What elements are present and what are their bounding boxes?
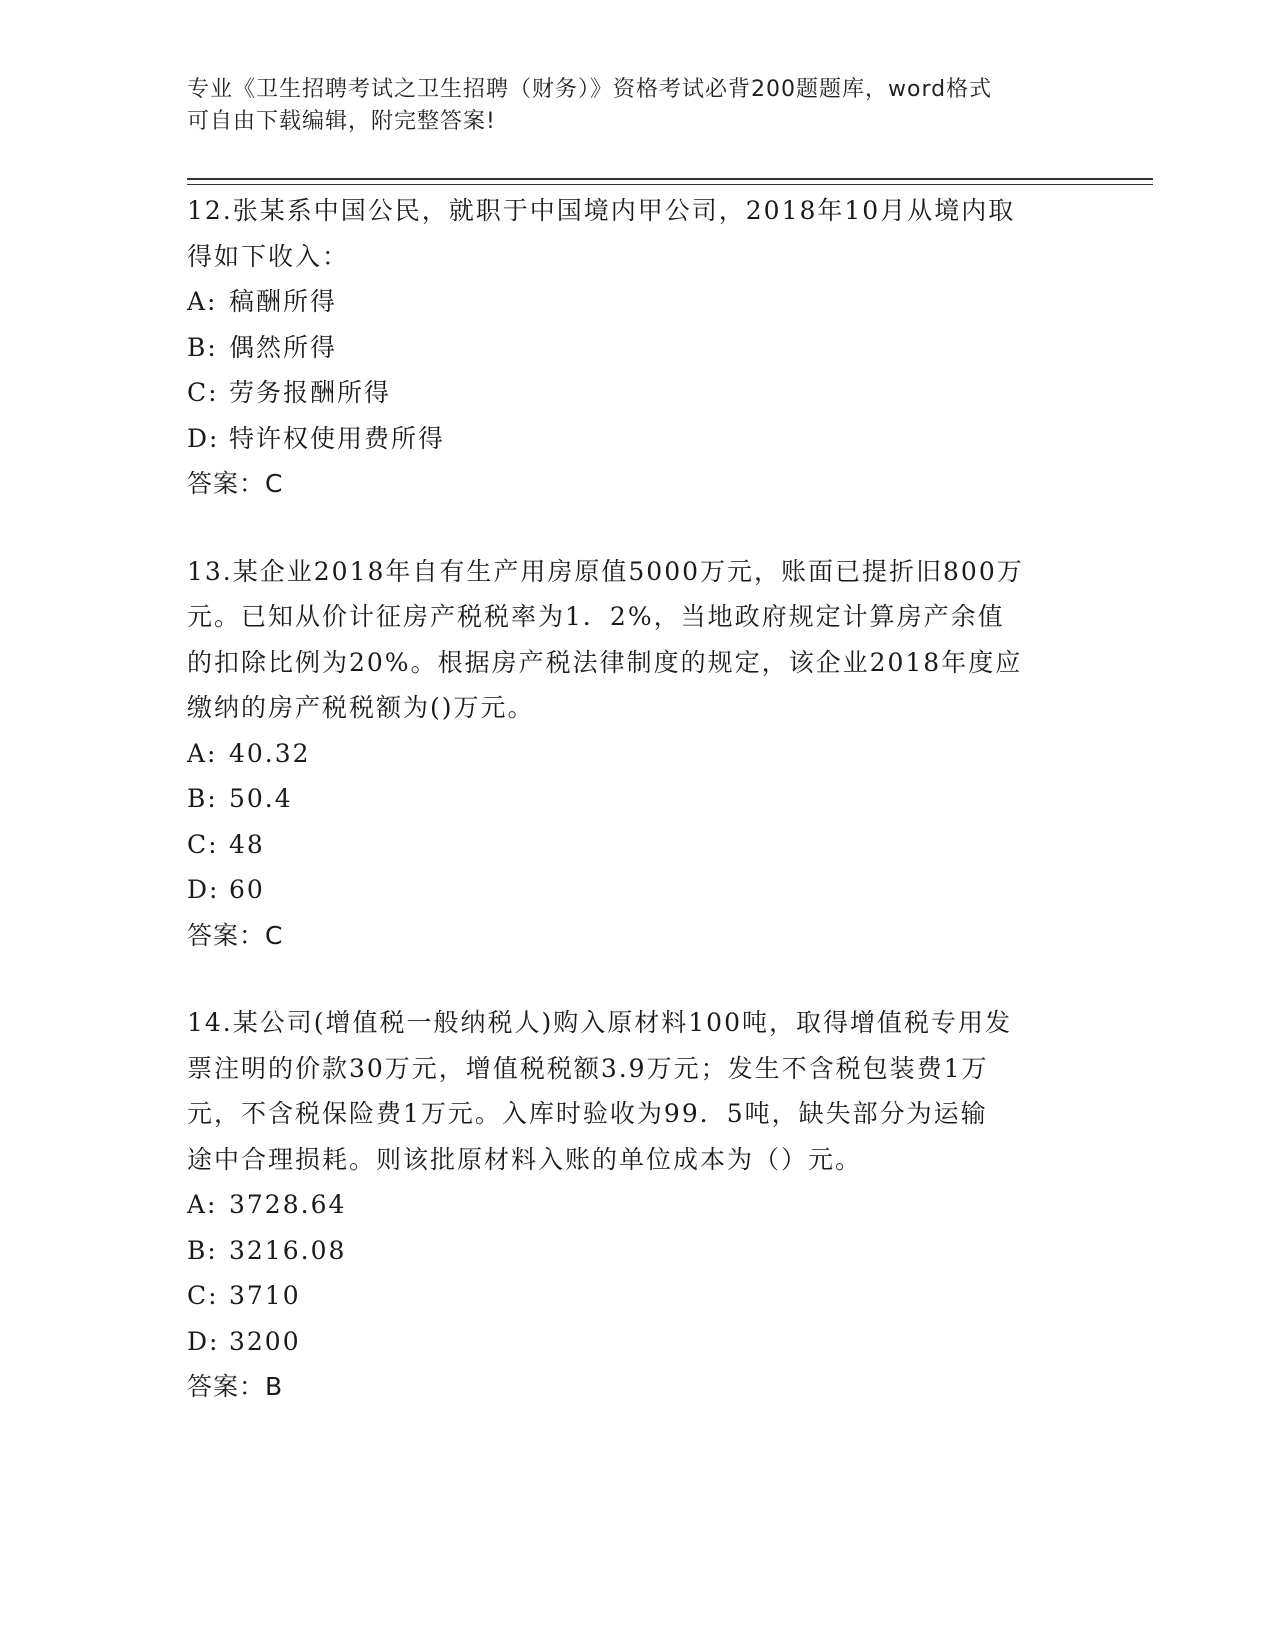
answer: 答案：C [187,469,284,498]
option-key: A: [187,738,218,768]
question-text-line: 14.某公司(增值税一般纳税人)购入原材料100吨，取得增值税专用发 [187,1008,1012,1037]
question-text-line: 的扣除比例为20%。根据房产税法律制度的规定，该企业2018年度应 [187,647,1023,677]
option-text: 3710 [229,1281,301,1310]
question-list [187,188,1087,1452]
option-b [187,325,1087,371]
option-key: D: [187,1326,220,1356]
question-text-line: 元。已知从价计征房产税税率为1．2%，当地政府规定计算房产余值 [187,602,1005,631]
option-a [187,1182,1087,1228]
option-text: 50.4 [229,784,293,813]
option-key: B: [187,332,218,362]
option-text: 3216.08 [229,1235,347,1265]
page-header [187,74,1067,138]
question-text-line: 元，不含税保险费1万元。入库时验收为99．5吨，缺失部分为运输 [187,1099,988,1128]
question-13 [187,549,1087,959]
option-key: C: [187,1281,219,1310]
question-text-line: 缴纳的房产税税额为()万元。 [187,693,535,722]
answer: 答案：B [187,1372,284,1401]
option-c [187,822,1087,868]
question-text-line: 票注明的价款30万元，增值税税额3.9万元；发生不含税包装费1万 [187,1053,989,1083]
option-b [187,1228,1087,1274]
header-line-2: 可自由下载编辑，附完整答案! [187,109,496,134]
option-text: 3728.64 [229,1190,347,1219]
question-14 [187,1000,1087,1410]
option-key: B: [187,784,218,813]
header-divider-thick [187,178,1153,180]
option-key: C: [187,829,219,859]
option-c [187,1273,1087,1319]
header-line-1: 专业《卫生招聘考试之卫生招聘（财务）》资格考试必背200题题库，word格式 [187,77,993,102]
option-d [187,1319,1087,1365]
option-text: 3200 [229,1326,301,1356]
option-text: 60 [229,875,265,904]
option-key: C: [187,378,219,407]
option-a [187,279,1087,325]
option-key: D: [187,875,220,904]
question-text-line: 途中合理损耗。则该批原材料入账的单位成本为（）元。 [187,1144,863,1174]
option-b [187,776,1087,822]
option-key: B: [187,1235,218,1265]
option-text: 稿酬所得 [229,287,338,316]
option-a [187,731,1087,777]
option-text: 48 [229,829,265,859]
question-text-line: 12.张某系中国公民，就职于中国境内甲公司，2018年10月从境内取 [187,196,1016,225]
option-key: A: [187,287,218,316]
option-text: 40.32 [229,738,311,768]
option-d [187,416,1087,462]
option-text: 偶然所得 [229,332,338,362]
option-key: A: [187,1190,218,1219]
option-d [187,867,1087,913]
answer: 答案：C [187,920,284,950]
question-text-line: 13.某企业2018年自有生产用房原值5000万元，账面已提折旧800万 [187,556,1024,586]
option-c [187,370,1087,416]
option-text: 特许权使用费所得 [229,423,446,453]
question-text-line: 得如下收入： [187,241,350,271]
option-text: 劳务报酬所得 [229,378,392,407]
question-12 [187,188,1087,507]
header-divider-thin [187,184,1153,185]
option-key: D: [187,423,220,453]
